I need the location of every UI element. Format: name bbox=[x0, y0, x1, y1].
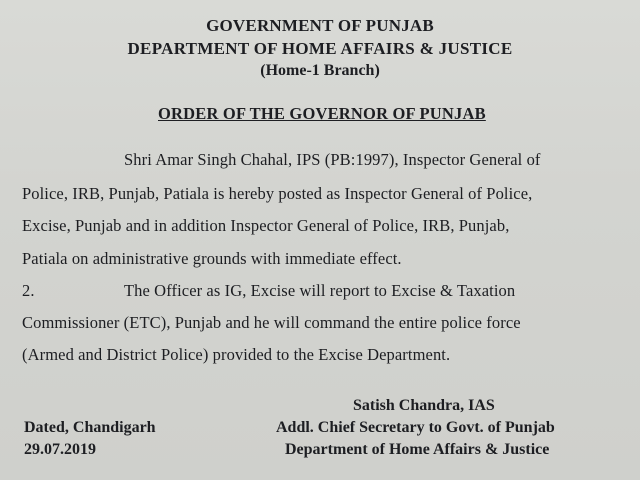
header-government: GOVERNMENT OF PUNJAB bbox=[206, 16, 434, 35]
signatory-name: Satish Chandra, IAS bbox=[353, 397, 495, 414]
paragraph-1-line-4: Patiala on administrative grounds with immediate effect. bbox=[22, 249, 402, 268]
paragraph-1-line-2: Police, IRB, Punjab, Patiala is hereby posted as Inspector General of Police, bbox=[22, 184, 533, 203]
signatory-designation: Addl. Chief Secretary to Govt. of Punjab bbox=[276, 419, 555, 436]
header-department: DEPARTMENT OF HOME AFFAIRS & JUSTICE bbox=[127, 39, 513, 58]
paragraph-2-line-1-text: The Officer as IG, Excise will report to Excise & Taxation bbox=[124, 281, 516, 300]
paragraph-1-line-1: Shri Amar Singh Chahal, IPS (PB:1997), Inspector General of bbox=[124, 150, 541, 169]
header-branch: (Home-1 Branch) bbox=[260, 62, 380, 79]
dated-place: Dated, Chandigarh bbox=[24, 419, 156, 436]
paragraph-1-line-3: Excise, Punjab and in addition Inspector General of Police, IRB, Punjab, bbox=[22, 216, 510, 235]
paragraph-2-line-1 bbox=[22, 281, 515, 301]
paragraph-2-line-3: (Armed and District Police) provided to the Excise Department. bbox=[22, 345, 451, 364]
order-title: ORDER OF THE GOVERNOR OF PUNJAB bbox=[158, 104, 486, 123]
signatory-department: Department of Home Affairs & Justice bbox=[285, 441, 550, 458]
paragraph-2-line-2: Commissioner (ETC), Punjab and he will command the entire police force bbox=[22, 313, 521, 332]
dated-date: 29.07.2019 bbox=[24, 441, 96, 458]
paragraph-2-number: 2. bbox=[22, 281, 35, 300]
